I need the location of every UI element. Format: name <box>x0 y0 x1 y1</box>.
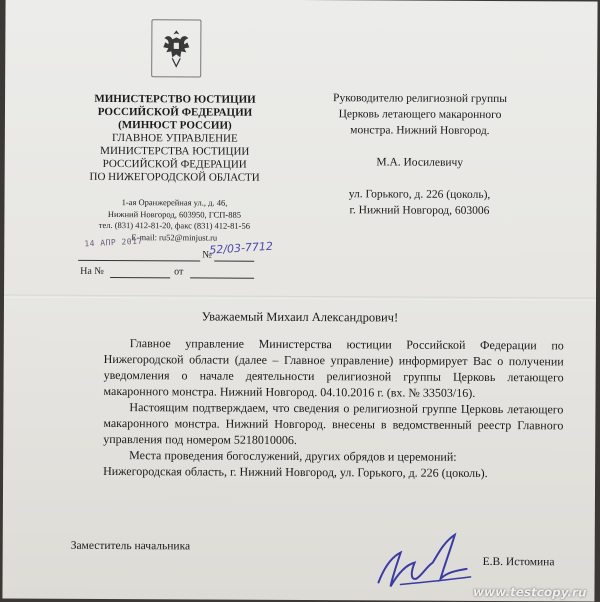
ref-date-label: от <box>174 266 184 278</box>
ministry-line: (МИНЮСТ РОССИИ) <box>118 119 232 132</box>
ministry-line: МИНИСТЕРСТВО ЮСТИЦИИ <box>94 92 256 106</box>
signatory-name: Е.В. Истомина <box>482 555 555 569</box>
ref-number-label: На № <box>80 265 104 277</box>
department-line: ПО НИЖЕГОРОДСКОЙ ОБЛАСТИ <box>89 170 260 184</box>
email-line: E-mail: ru52@minjust.ru <box>131 231 218 243</box>
number-sign: № <box>202 249 212 261</box>
recipient-address-line: г. Нижний Новгород, 603006 <box>349 204 490 217</box>
places-value: Нижегородская область, г. Нижний Новгород, ул. Горького, д. 226 (цоколь). <box>103 463 488 480</box>
phone-line: тел. (831) 412-81-20, факс (831) 412-81-56 <box>98 219 251 231</box>
signatory-position: Заместитель начальника <box>70 539 191 553</box>
body-paragraph-1: Главное управление Министерства юстиции Российской Федерации по Нижегородской области (далее – Главное управление) информирует Вас о получении уведомления о начале деятельности религиозной группы Церковь летающего макаронного монстра. Нижний Новгород. 04.10.2016 г. (вх. № 33503/16). <box>103 336 564 400</box>
department-line: ГЛАВНОЕ УПРАВЛЕНИЕ <box>111 132 238 145</box>
places-label: Места проведения богослужений, других обрядов и церемоний: <box>129 448 457 464</box>
recipient-line: монстра. Нижний Новгород. <box>350 124 490 137</box>
sender-block <box>75 93 275 185</box>
reference-line <box>78 265 254 280</box>
letter-page <box>2 0 597 602</box>
body-paragraph-2: Настоящим подтверждаем, что сведения о религиозной группе Церковь летающего макаронного монстра. Нижний Новгород. внесены в ведомственный реестр Главного управления под номером 5218010006. <box>103 400 564 447</box>
recipient-name: М.А. Иосилевичу <box>376 156 464 169</box>
double-headed-eagle-icon <box>157 26 195 70</box>
department-line: МИНИСТЕРСТВА ЮСТИЦИИ <box>100 144 250 158</box>
sender-contacts <box>74 197 274 244</box>
outgoing-number-line <box>78 248 254 263</box>
address-line: 1-ая Оранжерейная ул., д. 46, <box>121 197 228 208</box>
paper-fold <box>4 294 596 300</box>
ministry-line: РОССИЙСКОЙ ФЕДЕРАЦИИ <box>97 105 253 119</box>
coat-of-arms-emblem <box>151 19 201 77</box>
recipient-address-line: ул. Горького, д. 226 (цоколь), <box>348 188 491 201</box>
department-line: РОССИЙСКОЙ ФЕДЕРАЦИИ <box>102 157 247 171</box>
letter-body <box>103 335 564 481</box>
site-watermark: www.testcopy.ru <box>472 584 587 600</box>
date-stamp: 14 АПР 2017 <box>84 236 143 249</box>
salutation: Уважаемый Михаил Александрович! <box>201 309 399 325</box>
recipient-line: Руководителю религиозной группы <box>333 92 508 106</box>
recipient-line: Церковь летающего макаронного <box>338 108 502 122</box>
recipient-block <box>304 90 535 219</box>
handwritten-outgoing-number: 52/03-7712 <box>208 239 274 257</box>
address-line: Нижний Новгород, 603950, ГСП-885 <box>107 208 241 220</box>
handwritten-signature <box>370 526 480 597</box>
